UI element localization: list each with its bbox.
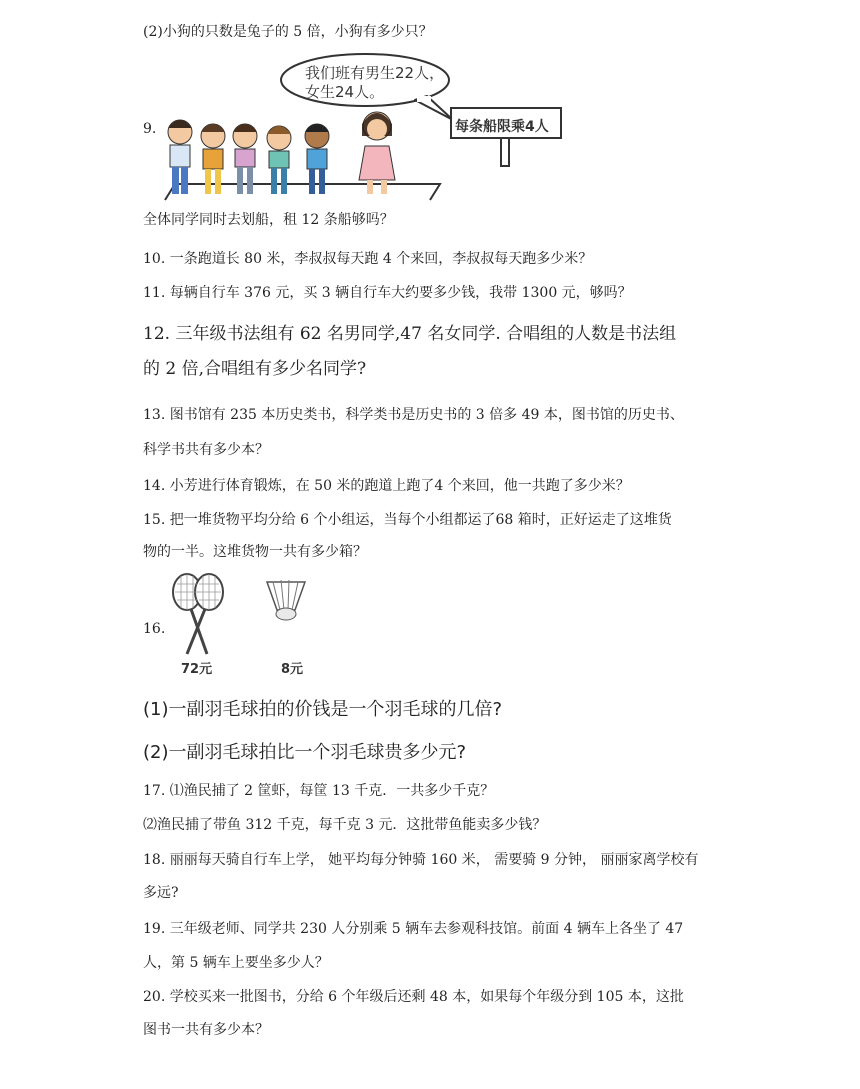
question-17-part-1: 17. ⑴渔民捕了 2 筐虾，每筐 13 千克．一共多少千克？ [143,783,495,799]
question-12-line-2: 的 2 倍,合唱组有多少名同学? [143,359,367,379]
question-18-line-1: 18. 丽丽每天骑自行车上学， 她平均每分钟骑 160 米， 需要骑 9 分钟， 丽丽家离学校有 [143,852,699,868]
question-16-number: 16. [143,621,166,637]
question-20-line-1: 20. 学校买来一批图书，分给 6 个年级后还剩 48 本，如果每个年级分到 105 本，这批 [143,989,684,1005]
question-15-line-1: 15. 把一堆货物平均分给 6 个小组运，当每个小组都运了68 箱时，正好运走了这堆货 [143,512,672,528]
question-9-illustration [155,52,575,207]
question-17-part-2: ⑵渔民捕了带鱼 312 千克，每千克 3 元．这批带鱼能卖多少钱？ [143,817,547,833]
boat-limit-sign: 每条船限乘4人 [455,119,549,135]
question-14: 14. 小芳进行体育锻炼，在 50 米的跑道上跑了4 个来回，他一共跑了多少米？ [143,478,630,494]
question-19-line-2: 人，第 5 辆车上要坐多少人？ [143,955,329,971]
speech-bubble-line-2: 女生24人。 [305,83,385,101]
question-9-number: 9. [143,121,157,137]
question-13-line-2: 科学书共有多少本？ [143,442,269,458]
question-16-part-1: (1)一副羽毛球拍的价钱是一个羽毛球的几倍? [143,699,503,720]
question-12-line-1: 12. 三年级书法组有 62 名男同学,47 名女同学. 合唱组的人数是书法组 [143,324,677,344]
shuttlecock-price-label: 8元 [281,662,304,677]
question-11: 11. 每辆自行车 376 元，买 3 辆自行车大约要多少钱，我带 1300 元，够吗？ [143,285,632,301]
question-15-line-2: 物的一半。这堆货物一共有多少箱？ [143,544,367,560]
question-19-line-1: 19. 三年级老师、同学共 230 人分别乘 5 辆车去参观科技馆。前面 4 辆车上各坐了 47 [143,921,684,937]
racket-price-label: 72元 [181,662,213,677]
question-8-part-2: (2)小狗的只数是兔子的 5 倍，小狗有多少只？ [143,24,433,40]
question-10: 10. 一条跑道长 80 米，李叔叔每天跑 4 个来回，李叔叔每天跑多少米？ [143,251,593,267]
question-18-line-2: 多远? [143,885,179,901]
racket-and-shuttlecock [165,570,335,670]
question-9-text: 全体同学同时去划船，租 12 条船够吗？ [143,212,394,228]
speech-bubble-line-1: 我们班有男生22人， [305,64,445,82]
question-20-line-2: 图书一共有多少本？ [143,1022,269,1038]
question-16-part-2: (2)一副羽毛球拍比一个羽毛球贵多少元? [143,742,467,763]
question-16-illustration [165,570,335,680]
question-13-line-1: 13. 图书馆有 235 本历史类书，科学类书是历史书的 3 倍多 49 本，图书馆的历史书、 [143,407,684,423]
